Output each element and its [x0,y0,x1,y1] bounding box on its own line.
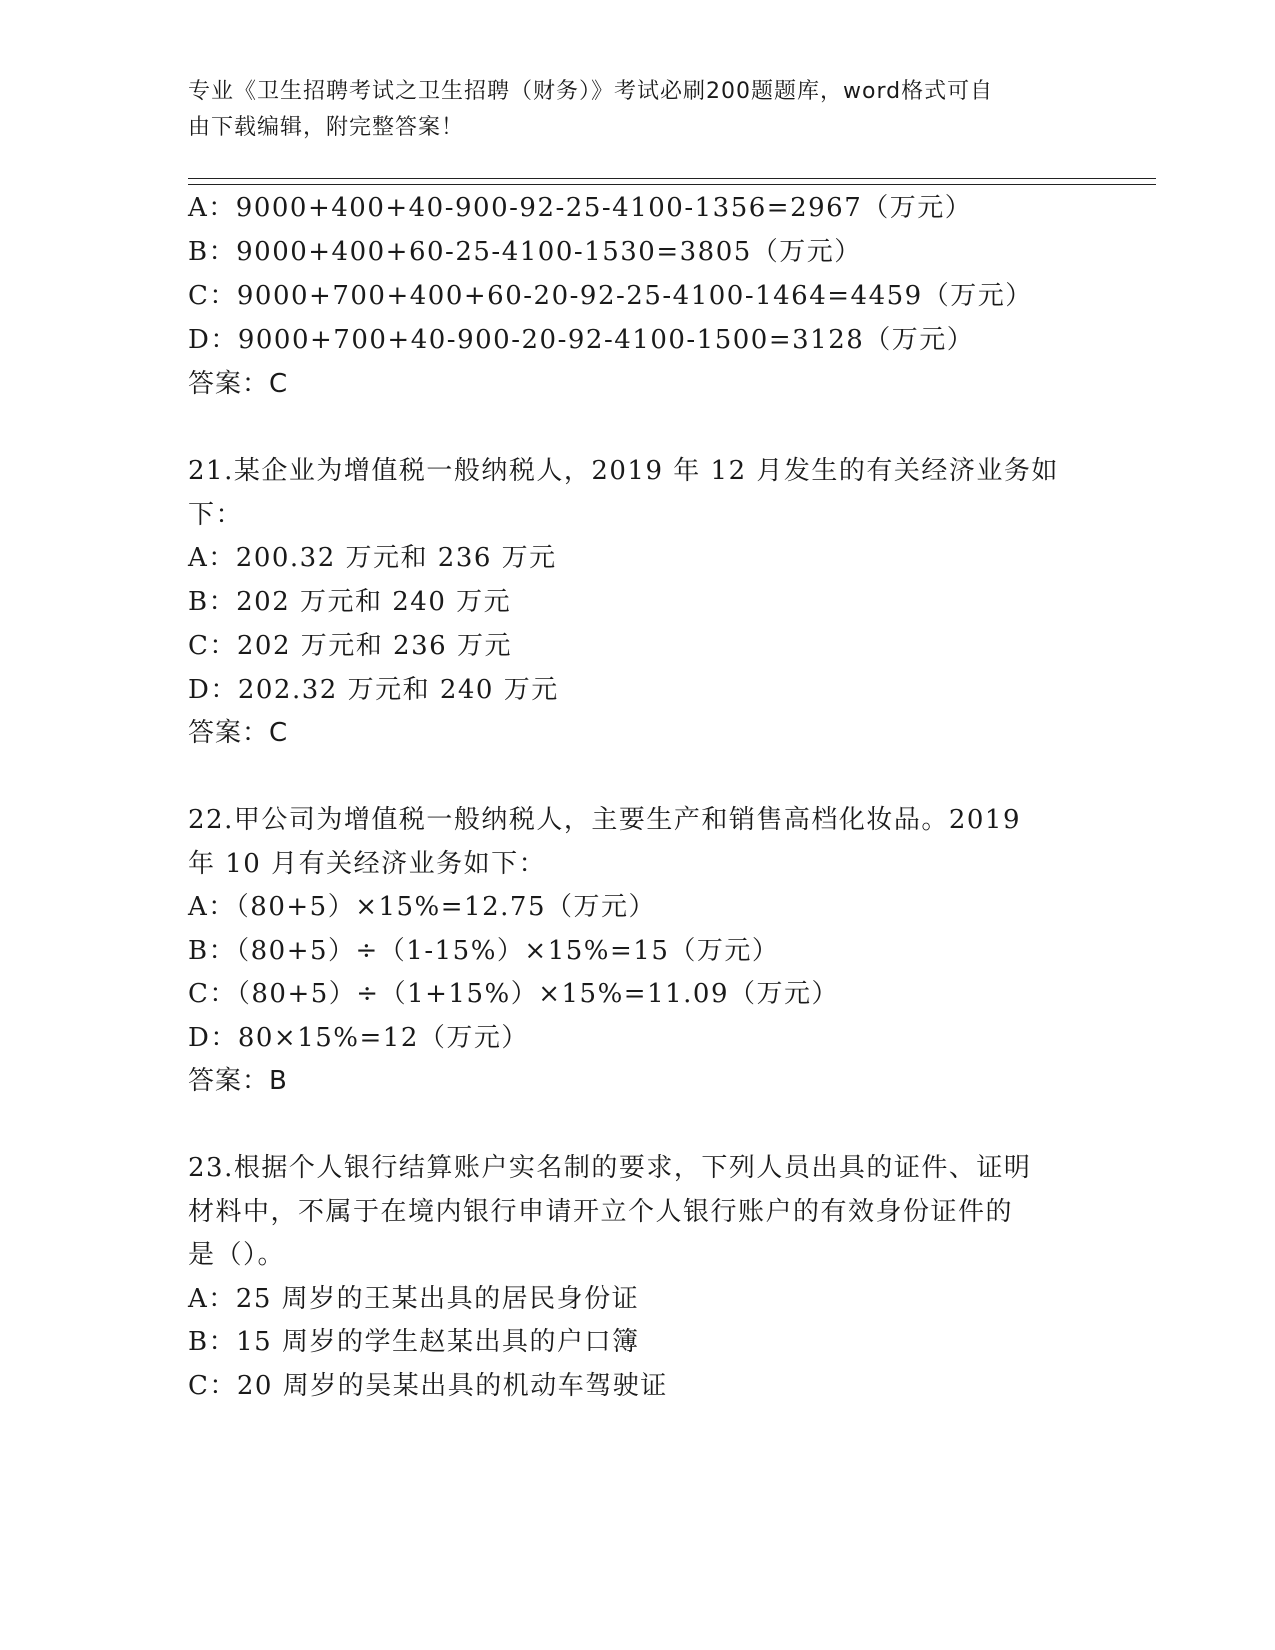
option-a: A：200.32 万元和 236 万元 [188,543,557,573]
answer: 答案：C [188,369,289,399]
header-line-2: 由下载编辑，附完整答案！ [188,115,465,140]
option-c: C：202 万元和 236 万元 [188,631,512,661]
question-stem: 年 10 月有关经济业务如下： [188,849,547,879]
option-d: D：202.32 万元和 240 万元 [188,675,559,705]
header-line-1: 专业《卫生招聘考试之卫生招聘（财务）》考试必刷200题题库，word格式可自 [188,79,994,104]
option-b: B：202 万元和 240 万元 [188,587,512,617]
document-header [188,74,1088,146]
option-a: A：（80+5）×15%=12.75（万元） [188,892,656,922]
question-stem: 材料中，不属于在境内银行申请开立个人银行账户的有效身份证件的 [188,1197,1014,1227]
option-b: B：9000+400+60-25-4100-1530=3805（万元） [188,237,862,267]
option-d: D：9000+700+40-900-20-92-4100-1500=3128（万元） [188,325,975,355]
question-stem: 22.甲公司为增值税一般纳税人，主要生产和销售高档化妆品。2019 [188,805,1022,835]
header-divider-bottom [188,184,1156,185]
option-c: C：（80+5）÷（1+15%）×15%=11.09（万元） [188,979,839,1009]
option-c: C：20 周岁的吴某出具的机动车驾驶证 [188,1371,668,1401]
question-stem: 21.某企业为增值税一般纳税人，2019 年 12 月发生的有关经济业务如 [188,456,1059,486]
option-a: A：25 周岁的王某出具的居民身份证 [188,1284,640,1314]
option-c: C：9000+700+400+60-20-92-25-4100-1464=4459（万元） [188,281,1033,311]
question-stem: 下： [188,500,244,530]
answer: 答案：B [188,1066,288,1096]
option-d: D：80×15%=12（万元） [188,1023,529,1053]
question-stem: 23.根据个人银行结算账户实名制的要求，下列人员出具的证件、证明 [188,1153,1032,1183]
header-divider-top [188,178,1156,179]
option-a: A：9000+400+40-900-92-25-4100-1356=2967（万元） [188,193,973,223]
option-b: B：（80+5）÷（1-15%）×15%=15（万元） [188,936,780,966]
question-stem: 是（）。 [188,1240,286,1270]
answer: 答案：C [188,718,289,748]
option-b: B：15 周岁的学生赵某出具的户口簿 [188,1327,640,1357]
